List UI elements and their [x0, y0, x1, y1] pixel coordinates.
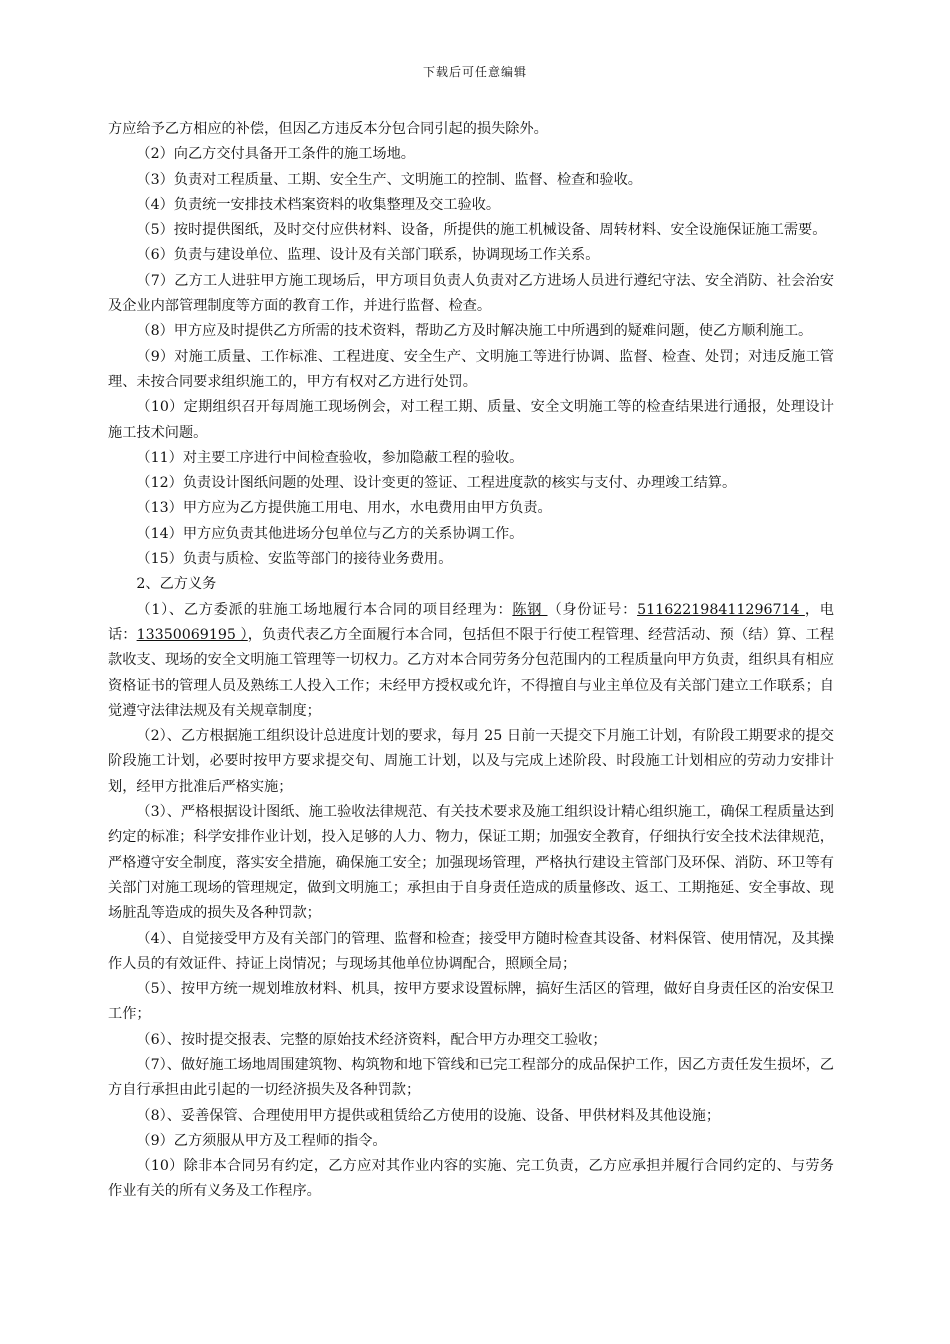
list-item: （11）对主要工序进行中间检查验收，参加隐蔽工程的验收。: [136, 449, 524, 466]
list-item: （9）乙方须服从甲方及工程师的指令。: [136, 1132, 387, 1149]
phone-number: 13350069195 ）: [136, 626, 248, 643]
phone-label: ，电话：: [108, 601, 834, 643]
list-item: （2）向乙方交付具备开工条件的施工场地。: [136, 146, 415, 163]
manager-clause-rest: ，负责代表乙方全面履行本合同，包括但不限于行使工程管理、经营活动、预（结）算、工程款收支、现场的安全文明施工管理等一切权力。乙方对本合同劳务分包范围内的工程质量向甲方负责，组织具有相应资格证书的管理人员及熟练工人投入工作；未经甲方授权或允许，不得擅自与业主单位及有关部门建立工作联系；自觉遵守法律法规及有关规章制度；: [108, 626, 834, 719]
list-item: （4）负责统一安排技术档案资料的收集整理及交工验收。: [136, 196, 501, 213]
manager-clause-prefix: （1）、乙方委派的驻施工场地履行本合同的项目经理为：: [136, 601, 513, 618]
list-item: （7）、做好施工场地周围建筑物、构筑物和地下管线和已完工程部分的成品保护工作，因乙方责任发生损坏，乙方自行承担由此引起的一切经济损失及各种罚款；: [108, 1056, 834, 1099]
list-item: （5）、按甲方统一规划堆放材料、机具，按甲方要求设置标牌，搞好生活区的管理，做好自身责任区的治安保卫工作；: [108, 981, 834, 1023]
list-item: （15）负责与质检、安监等部门的接待业务费用。: [136, 551, 453, 568]
id-number: 511622198411296714: [637, 601, 805, 618]
list-item: （13）甲方应为乙方提供施工用电、用水，水电费用由甲方负责。: [136, 500, 552, 517]
list-item: （3）、严格根据设计图纸、施工验收法律规范、有关技术要求及施工组织设计精心组织施工，确保工程质量达到约定的标准；科学安排作业计划，投入足够的人力、物力，保证工期；加强安全教育，仔细执行安全技术法律规范，严格遵守安全制度，落实安全措施，确保施工安全；加强现场管理，严格执行建设主管部门及环保、消防、环卫等有关部门对施工现场的管理规定，做到文明施工；承担由于自身责任造成的质量修改、返工、工期拖延、安全事故、现场脏乱等造成的损失及各种罚款；: [108, 804, 834, 922]
list-item-manager: [108, 598, 834, 724]
list-item: （8）、妥善保管、合理使用甲方提供或租赁给乙方使用的设施、设备、甲供材料及其他设施；: [136, 1107, 721, 1124]
list-item: （3）负责对工程质量、工期、安全生产、文明施工的控制、监督、检查和验收。: [136, 171, 642, 188]
manager-name: 陈钢: [512, 601, 548, 618]
list-item: （5）按时提供图纸，及时交付应供材料、设备，所提供的施工机械设备、周转材料、安全设施保证施工需要。: [136, 222, 827, 239]
list-item: （6）负责与建设单位、监理、设计及有关部门联系，协调现场工作关系。: [136, 247, 600, 264]
paragraph-continuation: 方应给予乙方相应的补偿，但因乙方违反本分包合同引起的损失除外。: [108, 121, 548, 137]
list-item: （9）对施工质量、工作标准、工程进度、安全生产、文明施工等进行协调、监督、检查、处罚；对违反施工管理、未按合同要求组织施工的，甲方有权对乙方进行处罚。: [108, 348, 834, 390]
page-header: 下载后可任意编辑: [422, 65, 527, 79]
list-item: （10）定期组织召开每周施工现场例会，对工程工期、质量、安全文明施工等的检查结果进行通报，处理设计施工技术问题。: [108, 399, 834, 441]
document-body: [108, 117, 834, 1205]
list-item: （12）负责设计图纸问题的处理、设计变更的签证、工程进度款的核实与支付、办理竣工结算。: [136, 475, 737, 492]
id-label: （身份证号：: [547, 601, 638, 618]
list-item: （7）乙方工人进驻甲方施工现场后，甲方项目负责人负责对乙方进场人员进行遵纪守法、安全消防、社会治安及企业内部管理制度等方面的教育工作，并进行监督、检查。: [108, 272, 834, 315]
list-item: （6）、按时提交报表、完整的原始技术经济资料，配合甲方办理交工验收；: [136, 1031, 607, 1048]
list-item: （4）、自觉接受甲方及有关部门的管理、监督和检查；接受甲方随时检查其设备、材料保管、使用情况，及其操作人员的有效证件、持证上岗情况；与现场其他单位协调配合，照顾全局；: [108, 930, 834, 972]
list-item: （2）、乙方根据施工组织设计总进度计划的要求，每月 25 日前一天提交下月施工计划，有阶段工期要求的提交阶段施工计划，必要时按甲方要求提交旬、周施工计划，以及与完成上述阶段、时段施工计划相应的劳动力安排计划，经甲方批准后严格实施；: [108, 728, 834, 795]
section-heading: 2、乙方义务: [136, 576, 217, 593]
list-item: （10）除非本合同另有约定，乙方应对其作业内容的实施、完工负责，乙方应承担并履行合同约定的、与劳务作业有关的所有义务及工作程序。: [108, 1158, 834, 1200]
list-item: （14）甲方应负责其他进场分包单位与乙方的关系协调工作。: [136, 525, 524, 542]
list-item: （8）甲方应及时提供乙方所需的技术资料，帮助乙方及时解决施工中所遇到的疑难问题，使乙方顺利施工。: [136, 323, 813, 340]
